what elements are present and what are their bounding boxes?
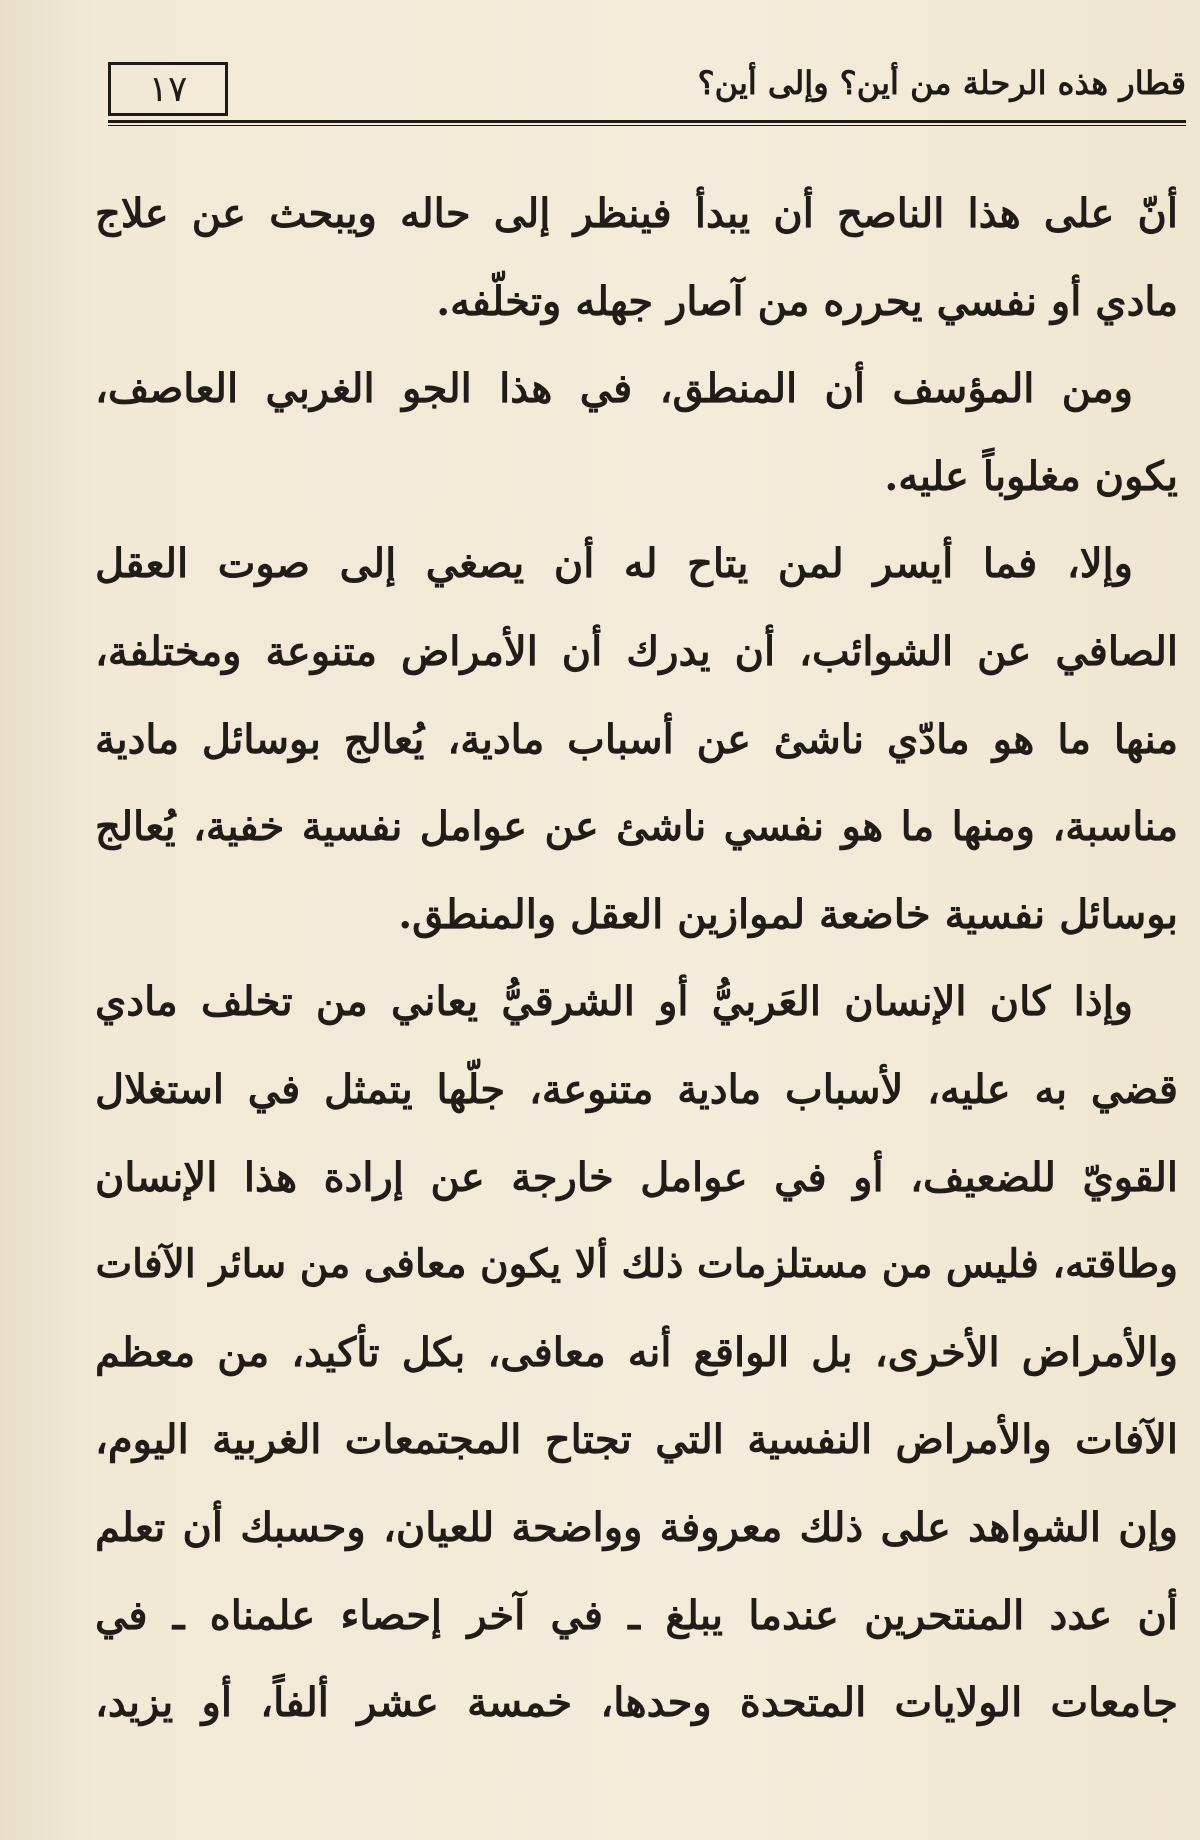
text-line: يكون مغلوباً عليه. [884,452,1178,500]
page-header [108,62,1186,124]
header-rule-thin [108,125,1186,126]
text-line: وإن الشواهد على ذلك معروفة وواضحة للعيان، وحسبك أن تعلم [95,1503,1178,1551]
text-line: الصافي عن الشوائب، أن يدرك أن الأمراض متنوعة ومختلفة، [95,627,1178,675]
text-line: مناسبة، ومنها ما هو نفسي ناشئ عن عوامل نفسية خفية، يُعالج [95,803,1178,851]
text-line: مادي أو نفسي يحرره من آصار جهله وتخلّفه. [436,277,1178,325]
text-line: أن عدد المنتحرين عندما يبلغ ـ في آخر إحصاء علمناه ـ في [95,1591,1178,1639]
text-line: القويّ للضعيف، أو في عوامل خارجة عن إرادة هذا الإنسان [95,1153,1178,1201]
body-text [95,170,1178,1810]
text-line: الآفات والأمراض النفسية التي تجتاح المجتمعات الغربية اليوم، [95,1416,1178,1464]
text-line: بوسائل نفسية خاضعة لموازين العقل والمنطق. [398,890,1178,938]
text-line: قضي به عليه، لأسباب مادية متنوعة، جلّها يتمثل في استغلال [95,1065,1178,1113]
header-rule [108,120,1186,123]
text-line: أنّ على هذا الناصح أن يبدأ فينظر إلى حاله ويبحث عن علاج [95,190,1178,237]
page-number: ١٧ [108,62,228,116]
text-line: ومن المؤسف أن المنطق، في هذا الجو الغربي العاصف، [95,365,1133,413]
text-line: منها ما هو مادّي ناشئ عن أسباب مادية، يُعالج بوسائل مادية [95,715,1178,763]
text-line: والأمراض الأخرى، بل الواقع أنه معافى، بكل تأكيد، من معظم [95,1328,1178,1376]
text-line: وإلا، فما أيسر لمن يتاح له أن يصغي إلى صوت العقل [95,540,1133,588]
text-line: جامعات الولايات المتحدة وحدها، خمسة عشر ألفاً، أو يزيد، [95,1679,1178,1727]
text-line: وإذا كان الإنسان العَربيُّ أو الشرقيُّ يعاني من تخلف مادي [95,978,1133,1026]
running-title: قطار هذه الرحلة من أين؟ وإلى أين؟ [697,64,1186,102]
text-line: وطاقته، فليس من مستلزمات ذلك ألا يكون معافى من سائر الآفات [95,1241,1178,1288]
